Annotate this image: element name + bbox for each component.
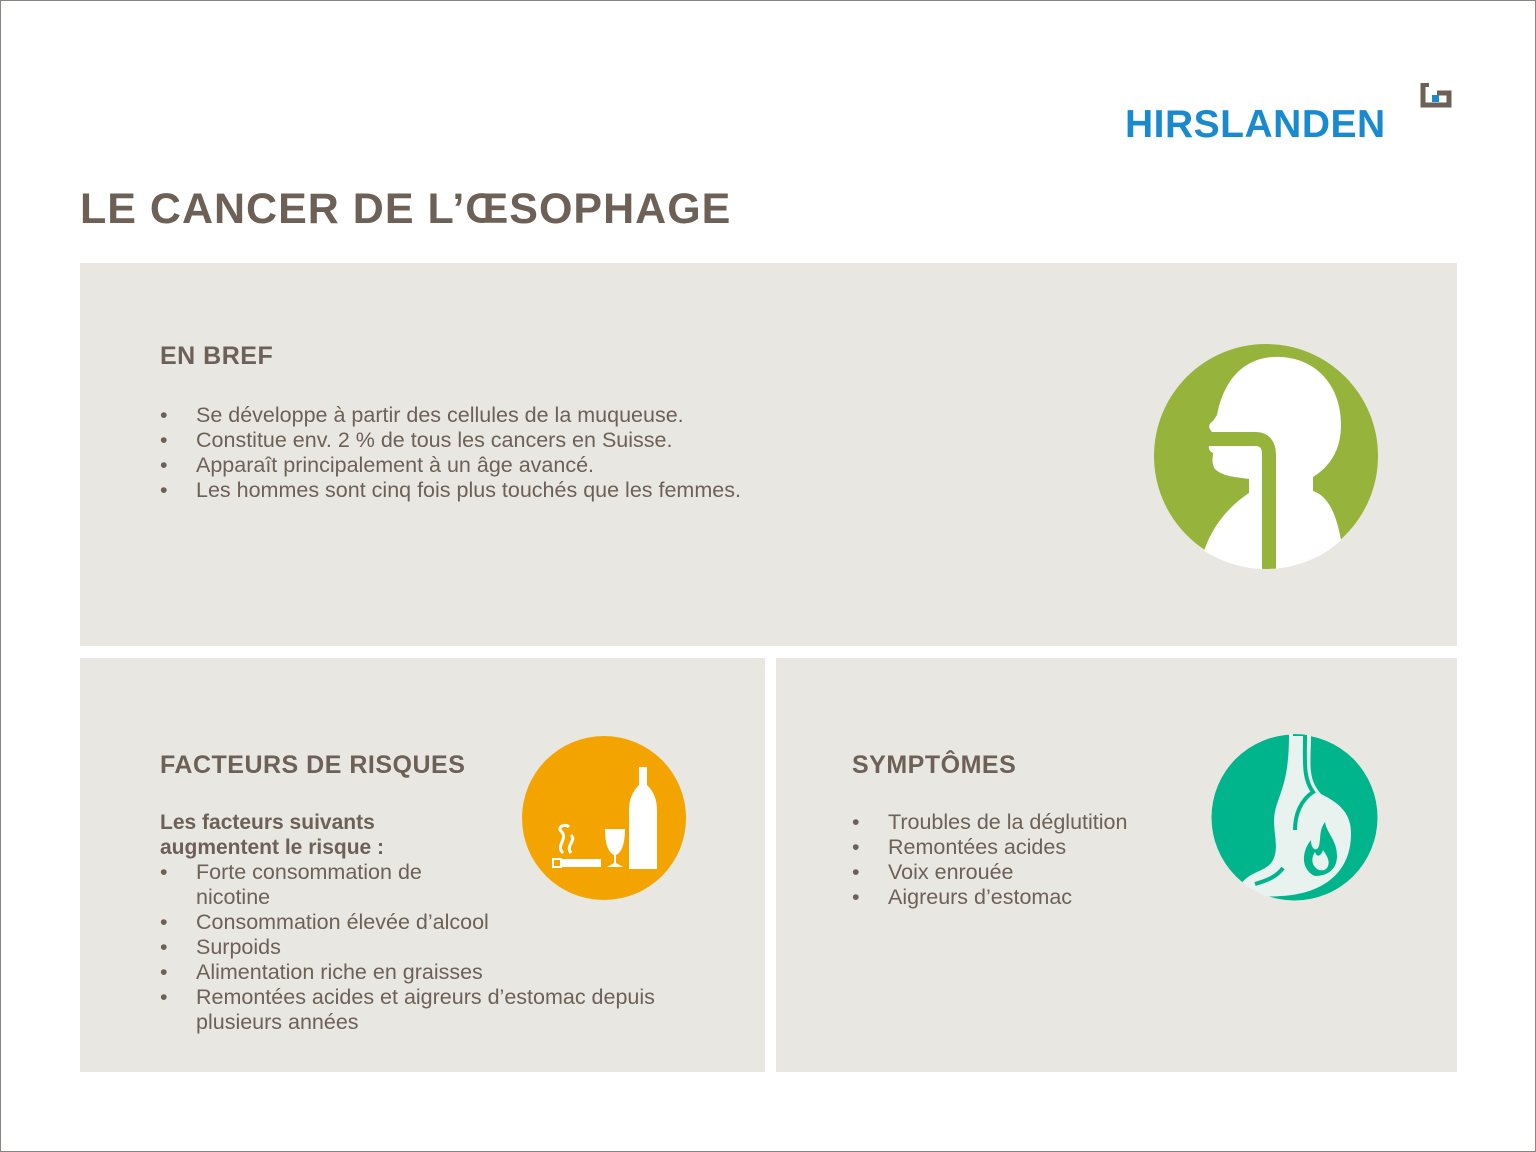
list-item: • Remontées acides et aigreurs d’estomac depuis plusieurs années bbox=[160, 985, 660, 1035]
symptoms-panel bbox=[776, 658, 1457, 1072]
page-title: LE CANCER DE L’ŒSOPHAGE bbox=[80, 185, 732, 233]
brief-list bbox=[160, 403, 760, 503]
list-item: • Consommation élevée d’alcool bbox=[160, 910, 660, 935]
list-item: • Surpoids bbox=[160, 935, 660, 960]
symptoms-heading: SYMPTÔMES bbox=[852, 751, 1017, 779]
list-item: • Constitue env. 2 % de tous les cancers en Suisse. bbox=[160, 428, 760, 453]
list-item: • Forte consommation de nicotine bbox=[160, 860, 660, 910]
logo-mark-icon bbox=[1419, 81, 1457, 113]
brief-heading: EN BREF bbox=[160, 342, 274, 370]
stomach-flame-icon bbox=[1211, 734, 1378, 901]
list-item: • Voix enrouée bbox=[852, 860, 1212, 885]
list-item: • Apparaît principalement à un âge avancé. bbox=[160, 453, 760, 478]
hirslanden-logo bbox=[1125, 81, 1465, 151]
throat-esophagus-icon bbox=[1153, 343, 1379, 569]
list-item: • Alimentation riche en graisses bbox=[160, 960, 660, 985]
risk-heading: FACTEURS DE RISQUES bbox=[160, 751, 466, 779]
risk-panel bbox=[80, 658, 765, 1072]
risk-intro: Les facteurs suivants augmentent le risque : bbox=[160, 811, 385, 859]
cigarette-alcohol-icon bbox=[521, 735, 687, 901]
list-item: • Les hommes sont cinq fois plus touchés que les femmes. bbox=[160, 478, 760, 503]
list-item: • Se développe à partir des cellules de la muqueuse. bbox=[160, 403, 760, 428]
brief-panel bbox=[80, 263, 1457, 646]
brand-name: HIRSLANDEN bbox=[1125, 103, 1386, 146]
list-item: • Aigreurs d’estomac bbox=[852, 885, 1212, 910]
list-item: • Remontées acides bbox=[852, 835, 1212, 860]
symptoms-list bbox=[852, 810, 1212, 910]
list-item: • Troubles de la déglutition bbox=[852, 810, 1212, 835]
